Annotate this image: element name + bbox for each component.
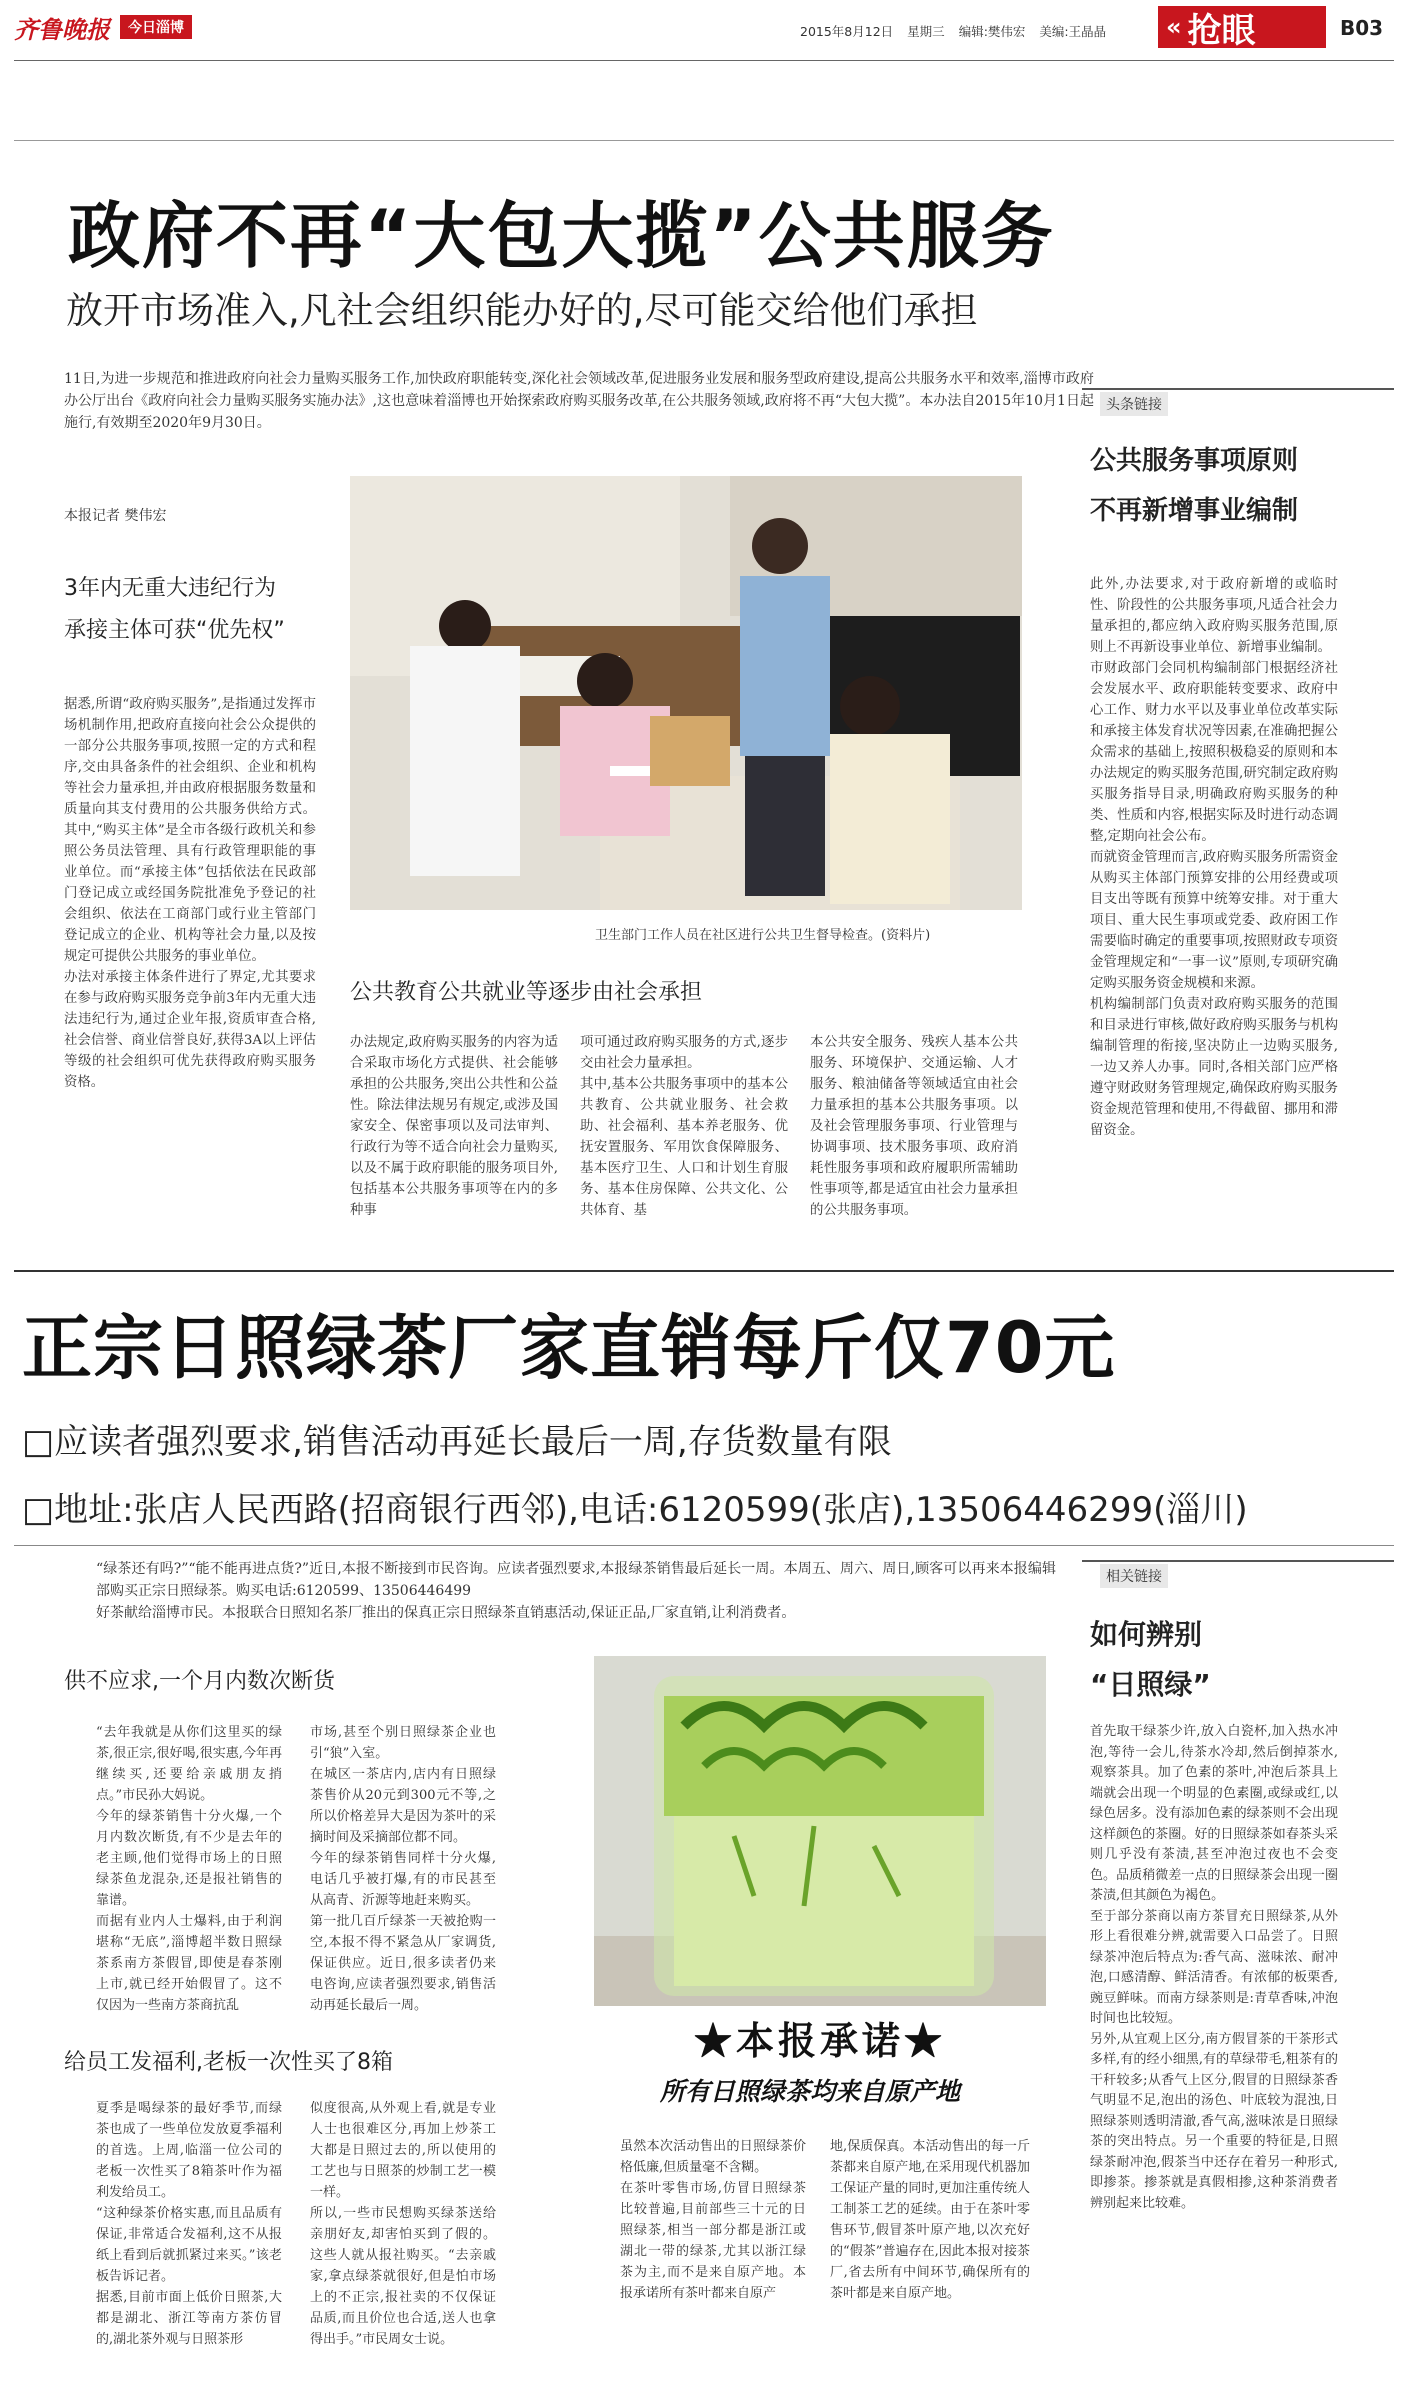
sidebar2-rule [1082, 1560, 1394, 1562]
header-weekday: 星期三 [907, 24, 945, 39]
story2-subhead2: 给员工发福利,老板一次性买了8箱 [64, 2050, 393, 2075]
promise-subtitle: 所有日照绿茶均来自原产地 [659, 2077, 960, 2106]
header-designer: 美编:王晶晶 [1039, 24, 1107, 39]
sidebar2-tag: 相关链接 [1100, 1564, 1168, 1588]
story2-colF: 地,保质保真。本活动售出的每一斤茶都来自原产地,在采用现代机器加工保证产量的同时,更加注重传统人工制茶工艺的延续。由于在茶叶零售环节,假冒茶叶原产地,以次充好的“假茶”普遍存在,因此本报对接茶厂,省去所有中间环节,确保所有的茶叶都是来自原产地。 [830, 2139, 1030, 2301]
sidebar2-title [1090, 1610, 1211, 1710]
green-tea-glass-photo [594, 1656, 1046, 2006]
story2-rule [14, 1270, 1394, 1272]
promise-title: ★本报承诺★ [693, 2018, 946, 2063]
story2-line1: □应读者强烈要求,销售活动再延长最后一周,存货数量有限 [22, 1422, 892, 1462]
header-date: 2015年8月12日 [800, 24, 894, 39]
story1-photo [350, 476, 1022, 910]
header-editor: 编辑:樊伟宏 [958, 24, 1026, 39]
masthead-logo: 齐鲁晚报 [14, 14, 110, 44]
column-badge [1158, 6, 1326, 51]
sidebar1-title-line2: 不再新增事业编制 [1090, 496, 1299, 526]
story1-subhead2: 公共教育公共就业等逐步由社会承担 [350, 980, 703, 1005]
story2-headline: 正宗日照绿茶厂家直销每斤仅70元 [22, 1307, 1116, 1389]
section-badge: 今日淄博 [120, 15, 192, 39]
sidebar1-title-line1: 公共服务事项原则 [1090, 446, 1299, 476]
column-title: 抢眼 [1187, 10, 1256, 51]
story2-colC: 夏季是喝绿茶的最好季节,而绿茶也成了一些单位发放夏季福利的首选。上周,临淄一位公司的老板一次性买了8箱茶叶作为福利发给员工。 “这种绿茶价格实惠,而且品质有保证,非常适合发福利,这不从报纸上看到后就抓紧过来买。”该老板告诉记者。 据悉,目前市面上低价日照茶,大都是湖北、浙江等南方茶仿冒的,湖北茶外观与日照茶形 [96, 2101, 282, 2347]
story2-colB: 市场,甚至个别日照绿茶企业也引“狼”入室。 在城区一茶店内,店内有日照绿茶售价从20元到300元不等,之所以价格差异大是因为茶叶的采摘时间及采摘部位都不同。 今年的绿茶销售同样十分火爆,电话几乎被打爆,有的市民甚至从高青、沂源等地赶来购买。 第一批几百斤绿茶一天被抢购一空,本报不得不紧急从厂家调货,保证供应。近日,很多读者仍来电咨询,应读者强烈要求,销售活动再延长最后一周。 [310, 1725, 496, 2013]
story1-subheadline: 放开市场准入,凡社会组织能办好的,尽可能交给他们承担 [66, 289, 978, 332]
story1-lead: 11日,为进一步规范和推进政府向社会力量购买服务工作,加快政府职能转变,深化社会领域改革,促进服务业发展和服务型政府建设,提高公共服务水平和效率,淄博市政府办公厅出台《政府向社会力量购买服务实施办法》,这也意味着淄博也开始探索政府购买服务改革,在公共服务领域,政府将不再“大包大揽”。本办法自2015年10月1日起施行,有效期至2020年9月30日。 [64, 371, 1094, 431]
story1-subhead1-line1: 3年内无重大违纪行为 [64, 576, 276, 601]
story2-colA: “去年我就是从你们这里买的绿茶,很正宗,很好喝,很实惠,今年再继续买,还要给亲戚朋友捎点。”市民孙大妈说。 今年的绿茶销售十分火爆,一个月内数次断货,有不少是去年的老主顾,他们觉得市场上的日照绿茶鱼龙混杂,还是报社销售的靠谱。 而据有业内人士爆料,由于利润堪称“无底”,淄博超半数日照绿茶系南方茶假冒,即使是春茶刚上市,就已经开始假冒了。这不仅因为一些南方茶商抗乱 [96, 1725, 282, 2013]
story2-colD: 似度很高,从外观上看,就是专业人士也很难区分,再加上炒茶工大都是日照过去的,所以使用的工艺也与日照茶的炒制工艺一模一样。 所以,一些市民想购买绿茶送给亲朋好友,却害怕买到了假的。这些人就从报社购买。“去亲戚家,拿点绿茶就很好,但是怕市场上的不正宗,报社卖的不仅保证品质,而且价位也合适,送人也拿得出手。”市民周女士说。 [310, 2101, 496, 2347]
story2-subhead1: 供不应求,一个月内数次断货 [64, 1669, 335, 1694]
story1-col2: 办法规定,政府购买服务的内容为适合采取市场化方式提供、社会能够承担的公共服务,突出公共性和公益性。除法律法规另有规定,或涉及国家安全、保密事项以及司法审判、行政行为等不适合向社会力量购买,以及不属于政府职能的服务项目外,包括基本公共服务事项等在内的多种事 [350, 1035, 558, 1218]
chevron-left-icon: « [1166, 13, 1182, 41]
story1-subhead1 [64, 568, 285, 652]
health-inspection-photo [350, 476, 1022, 910]
sidebar1-tag: 头条链接 [1100, 392, 1168, 416]
story2-line2: □地址:张店人民西路(招商银行西邻),电话:6120599(张店),13506446299(淄川) [22, 1490, 1248, 1530]
masthead [14, 10, 192, 44]
header-rule-2 [14, 140, 1394, 141]
story1-col3: 项可通过政府购买服务的方式,逐步交由社会力量承担。 其中,基本公共服务事项中的基本公共教育、公共就业服务、社会救助、社会福利、基本养老服务、优抚安置服务、军用饮食保障服务、基本医疗卫生、人口和计划生育服务、基本住房保障、公共文化、公共体育、基 [580, 1035, 788, 1218]
sidebar1-body: 此外,办法要求,对于政府新增的或临时性、阶段性的公共服务事项,凡适合社会力量承担的,都应纳入政府购买服务范围,原则上不再新设事业单位、新增事业编制。 市财政部门会同机构编制部门根据经济社会发展水平、政府职能转变要求、政府中心工作、财力水平以及事业单位改革实际和承接主体发育状况等因素,在准确把握公众需求的基础上,按照积极稳妥的原则和本办法规定的购买服务范围,研究制定政府购买服务指导目录,明确政府购买服务的种类、性质和内容,根据实际及时进行动态调整,定期向社会公布。 而就资金管理而言,政府购买服务所需资金从购买主体部门预算安排的公用经费或项目支出等既有预算中统筹安排。对于重大项目、重大民生事项或党委、政府困工作需要临时确定的重要事项,按照财政专项资金管理规定和“一事一议”原则,专项研究确定购买服务资金规模和来源。 机构编制部门负责对政府购买服务的范围和目录进行审核,做好政府购买服务与机构编制管理的衔接,坚决防止一边购买服务,一边又养人办事。同时,各相关部门应严格遵守财政财务管理规定,确保政府购买服务资金规范管理和使用,不得截留、挪用和滞留资金。 [1090, 577, 1338, 1138]
story1-col1: 据悉,所谓“政府购买服务”,是指通过发挥市场机制作用,把政府直接向社会公众提供的一部分公共服务事项,按照一定的方式和程序,交由具备条件的社会组织、企业和机构等社会力量承担,并由政府根据服务数量和质量向其支付费用的公共服务供给方式。其中,“购买主体”是全市各级行政机关和参照公务员法管理、具有行政管理职能的事业单位。而“承接主体”包括依法在民政部门登记成立或经国务院批准免予登记的社会组织、依法在工商部门或行业主管部门登记成立的企业、机构等社会力量,以及按规定可提供公共服务的事业单位。 办法对承接主体条件进行了界定,尤其要求在参与政府购买服务竞争前3年内无重大违法违纪行为,通过企业年报,资质审查合格,社会信誉、商业信誉良好,获得3A以上评估等级的社会组织可优先获得政府购买服务资格。 [64, 697, 316, 1090]
header-rule [14, 60, 1394, 61]
story2-photo [594, 1656, 1046, 2006]
story1-photo-caption: 卫生部门工作人员在社区进行公共卫生督导检查。(资料片) [595, 928, 931, 943]
story1-col4: 本公共安全服务、残疾人基本公共服务、环境保护、交通运输、人才服务、粮油储备等领域适宜由社会力量承担的基本公共服务事项。以及社会管理服务事项、行业管理与协调事项、技术服务事项、政府消耗性服务事项和政府履职所需辅助性事项等,都是适宜由社会力量承担的公共服务事项。 [810, 1035, 1018, 1218]
page-number: B03 [1340, 16, 1384, 40]
sidebar1-rule [1082, 388, 1394, 390]
sidebar2-body: 首先取干绿茶少许,放入白瓷杯,加入热水冲泡,等待一会儿,待茶水冷却,然后倒掉茶水,观察茶具。加了色素的茶叶,冲泡后茶具上端就会出现一个明显的色素圈,或绿或红,以绿色居多。没有添加色素的绿茶则不会出现这样颜色的茶圈。好的日照绿茶如春茶头采则几乎没有茶渍,甚至冲泡过夜也不会变色。品质稍微差一点的日照绿茶会出现一圈茶渍,但其颜色为褐色。 至于部分茶商以南方茶冒充日照绿茶,从外形上看很难分辨,就需要入口品尝了。日照绿茶冲泡后特点为:香气高、滋味浓、耐冲泡,口感清醇、鲜活清香。有浓郁的板栗香,豌豆鲜味。而南方绿茶则是:青草香味,冲泡时间也比较短。 另外,从宜观上区分,南方假冒茶的干茶形式多样,有的经小细黑,有的草绿带毛,粗茶有的干秆较多;从香气上区分,假冒的日照绿茶香气明显不足,泡出的汤色、叶底较为混浊,日照绿茶则透明清澈,香气高,滋味浓是日照绿茶的突出特点。另一个重要的特征是,日照绿茶耐冲泡,假茶当中还存在着另一种形式,即掺茶。掺茶就是真假相掺,这种茶消费者辨别起来比较难。 [1090, 1724, 1338, 2211]
story1-byline: 本报记者 樊伟宏 [64, 508, 167, 524]
header-meta [800, 22, 1106, 40]
story2-lead: “绿茶还有吗?”“能不能再进点货?”近日,本报不断接到市民咨询。应读者强烈要求,本报绿茶销售最后延长一周。本周五、周六、周日,顾客可以再来本报编辑部购买正宗日照绿茶。购买电话:6120599、13506446499 好茶献给淄博市民。本报联合日照知名茶厂推出的保真正宗日照绿茶直销惠活动,保证正品,厂家直销,让利消费者。 [96, 1561, 1056, 1621]
sidebar1-title [1090, 436, 1298, 536]
story2-rule-2 [14, 1545, 1394, 1546]
story2-colE: 虽然本次活动售出的日照绿茶价格低廉,但质量毫不含糊。 在茶叶零售市场,仿冒日照绿茶比较普遍,目前部些三十元的日照绿茶,相当一部分都是浙江或湖北一带的绿茶,尤其以浙江绿茶为主,而不是来自原产地。本报承诺所有茶叶都来自原产 [620, 2139, 806, 2301]
sidebar2-title-line1: 如何辨别 [1090, 1618, 1203, 1651]
sidebar2-title-line2: “日照绿” [1090, 1668, 1211, 1701]
story1-subhead1-line2: 承接主体可获“优先权” [64, 618, 285, 643]
story1-headline: 政府不再“大包大揽”公共服务 [68, 194, 1055, 278]
